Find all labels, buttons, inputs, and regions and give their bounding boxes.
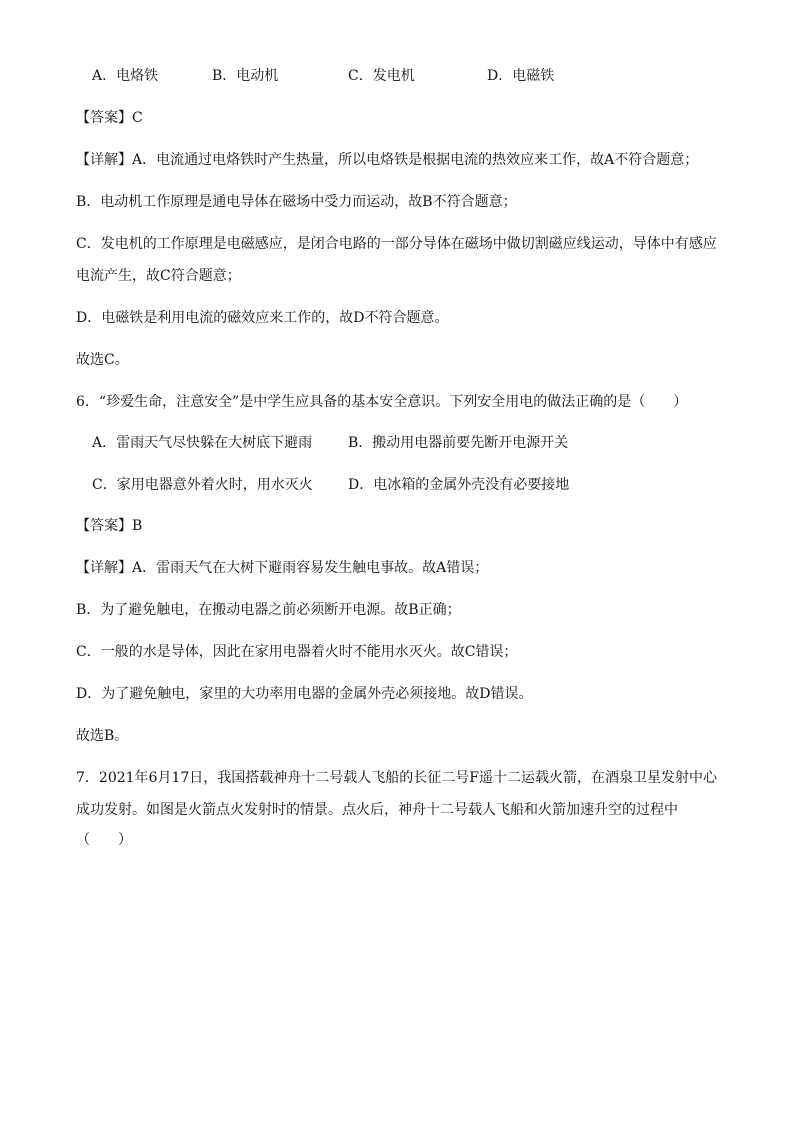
q6-option-c: C．家用电器意外着火时，用水灭火 — [92, 477, 313, 493]
q6-stem: 6．“珍爱生命，注意安全”是中学生应具备的基本安全意识。下列安全用电的做法正确的是（ ） — [76, 394, 688, 410]
q6-option-b: B．搬动用电器前要先断开电源开关 — [348, 435, 569, 451]
q6-answer: 【答案】B — [76, 518, 143, 534]
q5-choose: 故选C。 — [76, 352, 129, 368]
q6-detail-d: D．为了避免触电，家里的大功率用电器的金属外壳必须接地。故D错误。 — [76, 686, 533, 702]
q5-detail-c-line2: 电流产生，故C符合题意； — [76, 268, 241, 284]
q5-option-c: C．发电机 — [348, 68, 415, 84]
q7-stem-line2: 成功发射。如图是火箭点火发射时的情景。点火后，神舟十二号载人飞船和火箭加速升空的过程中 — [76, 802, 678, 818]
q6-detail-a: 【详解】A．雷雨天气在大树下避雨容易发生触电事故。故A错误； — [76, 560, 489, 576]
q6-option-a: A．雷雨天气尽快躲在大树底下避雨 — [92, 435, 313, 451]
q6-detail-b: B．为了避免触电，在搬动电器之前必须断开电源。故B正确； — [76, 602, 461, 618]
q5-option-b: B．电动机 — [212, 68, 279, 84]
q7-stem-line3: （ ） — [76, 832, 132, 848]
q6-option-d: D．电冰箱的金属外壳没有必要接地 — [348, 477, 570, 493]
q5-option-d: D．电磁铁 — [487, 68, 555, 84]
q6-choose: 故选B。 — [76, 728, 129, 744]
q5-answer: 【答案】C — [76, 110, 143, 126]
q5-detail-c-line1: C．发电机的工作原理是电磁感应，是闭合电路的一部分导体在磁场中做切割磁应线运动，导体中有感应 — [76, 236, 717, 252]
q5-detail-a: 【详解】A．电流通过电烙铁时产生热量，所以电烙铁是根据电流的热效应来工作，故A不符合题意； — [76, 152, 699, 168]
q5-detail-b: B．电动机工作原理是通电导体在磁场中受力而运动，故B不符合题意； — [76, 194, 517, 210]
q5-option-a: A．电烙铁 — [92, 68, 159, 84]
q7-stem-line1: 7．2021年6月17日，我国搭载神舟十二号载人飞船的长征二号F遥十二运载火箭，在酒泉卫星发射中心 — [76, 770, 717, 786]
q6-detail-c: C．一般的水是导体，因此在家用电器着火时不能用水灭火。故C错误； — [76, 644, 518, 660]
q5-detail-d: D．电磁铁是利用电流的磁效应来工作的，故D不符合题意。 — [76, 310, 449, 326]
